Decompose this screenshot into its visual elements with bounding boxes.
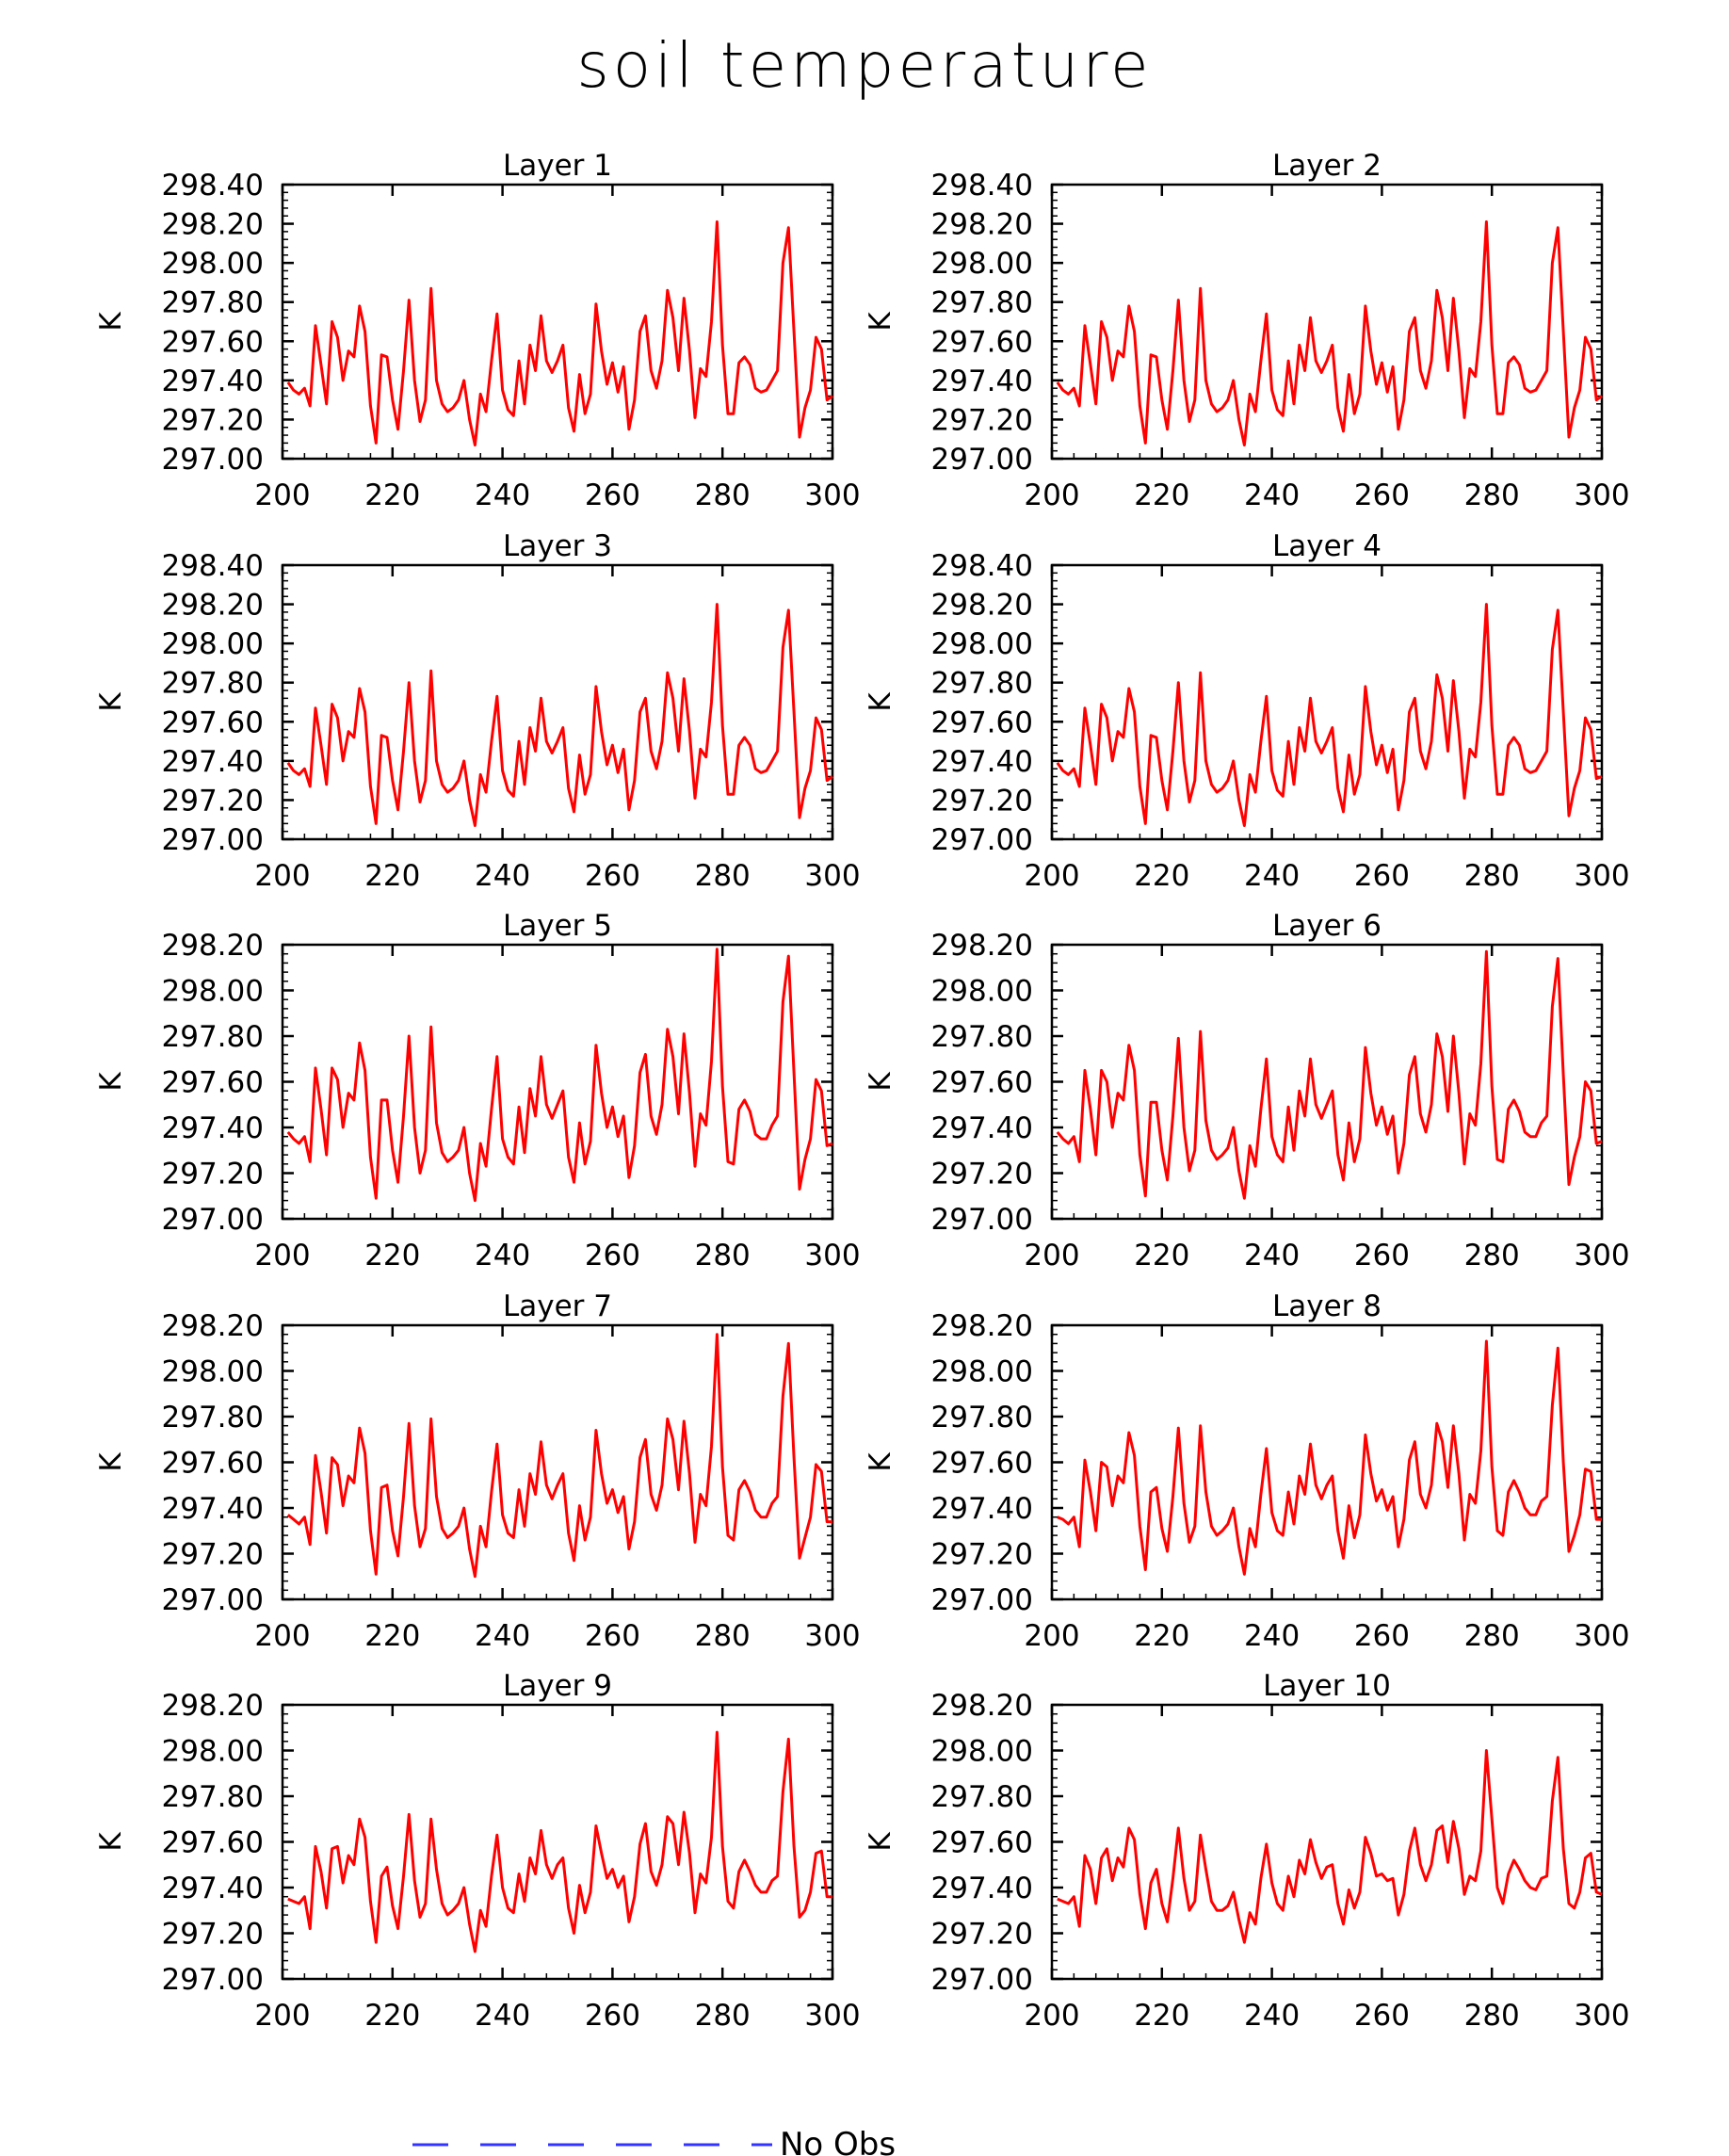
- y-axis-label: K: [864, 692, 897, 712]
- x-tick-label: 280: [694, 1999, 751, 2033]
- y-tick-label: 298.00: [930, 627, 1033, 662]
- y-tick-label: 297.80: [161, 666, 264, 701]
- x-tick-label: 220: [1134, 478, 1190, 512]
- y-tick-label: 298.00: [930, 1734, 1033, 1769]
- x-tick-label: 260: [1353, 478, 1410, 512]
- y-tick-label: 297.40: [161, 364, 264, 398]
- y-tick-label: 298.00: [930, 247, 1033, 282]
- x-tick-label: 300: [804, 1999, 861, 2033]
- x-tick-label: 280: [694, 1239, 751, 1273]
- y-axis-label: K: [94, 1452, 128, 1472]
- y-tick-label: 297.20: [930, 403, 1033, 438]
- x-tick-label: 260: [1353, 1239, 1410, 1273]
- y-tick-label: 297.80: [930, 1780, 1033, 1814]
- y-tick-label: 297.60: [930, 705, 1033, 740]
- y-tick-label: 297.00: [930, 823, 1033, 857]
- y-tick-label: 298.00: [161, 627, 264, 662]
- y-tick-label: 297.00: [930, 1583, 1033, 1617]
- x-tick-label: 300: [804, 1619, 861, 1653]
- y-tick-label: 298.40: [930, 169, 1033, 203]
- y-axis-label: K: [864, 1072, 897, 1092]
- x-tick-label: 300: [1574, 1619, 1630, 1653]
- y-tick-label: 297.20: [161, 403, 264, 438]
- y-tick-label: 297.60: [930, 1065, 1033, 1100]
- y-tick-label: 298.20: [930, 929, 1033, 963]
- x-tick-label: 300: [804, 478, 861, 512]
- y-tick-label: 298.00: [161, 1354, 264, 1389]
- x-tick-label: 300: [1574, 1239, 1630, 1273]
- y-tick-label: 297.40: [161, 1111, 264, 1145]
- y-tick-label: 297.40: [930, 1492, 1033, 1526]
- y-tick-label: 297.60: [930, 325, 1033, 360]
- y-axis-label: K: [94, 1832, 128, 1852]
- y-tick-label: 297.20: [930, 1917, 1033, 1952]
- x-tick-label: 200: [254, 859, 311, 893]
- x-tick-label: 240: [1244, 1619, 1301, 1653]
- panel-title: Layer 3: [502, 529, 613, 563]
- y-tick-label: 297.40: [930, 744, 1033, 779]
- x-tick-label: 300: [804, 859, 861, 893]
- x-tick-label: 280: [1463, 478, 1520, 512]
- y-tick-label: 298.20: [930, 588, 1033, 623]
- x-tick-label: 200: [254, 1239, 311, 1273]
- y-tick-label: 298.00: [930, 974, 1033, 1009]
- x-tick-label: 300: [804, 1239, 861, 1273]
- y-tick-label: 297.40: [161, 744, 264, 779]
- y-tick-label: 297.00: [161, 1963, 264, 1997]
- x-tick-label: 240: [475, 1999, 531, 2033]
- x-tick-label: 280: [1463, 1239, 1520, 1273]
- x-tick-label: 220: [1134, 1619, 1190, 1653]
- y-tick-label: 297.20: [161, 784, 264, 819]
- panel-title: Layer 7: [502, 1289, 613, 1323]
- y-tick-label: 297.60: [161, 1065, 264, 1100]
- y-tick-label: 297.80: [161, 1780, 264, 1814]
- y-axis-label: K: [864, 312, 897, 332]
- y-tick-label: 297.80: [161, 285, 264, 320]
- x-tick-label: 220: [1134, 859, 1190, 893]
- y-tick-label: 297.20: [930, 1537, 1033, 1572]
- panel-title: Layer 8: [1271, 1289, 1382, 1323]
- y-tick-label: 297.00: [161, 823, 264, 857]
- y-tick-label: 297.40: [930, 364, 1033, 398]
- y-tick-label: 297.40: [930, 1111, 1033, 1145]
- y-tick-label: 298.20: [930, 1309, 1033, 1343]
- y-tick-label: 297.00: [930, 443, 1033, 477]
- x-tick-label: 220: [364, 859, 421, 893]
- x-tick-label: 200: [1024, 1999, 1080, 2033]
- panel-title: Layer 4: [1271, 529, 1382, 563]
- x-tick-label: 220: [364, 1239, 421, 1273]
- y-tick-label: 298.40: [930, 549, 1033, 583]
- y-tick-label: 297.80: [161, 1020, 264, 1054]
- panel-title: Layer 9: [502, 1669, 613, 1703]
- legend-no-obs-label: No Obs: [780, 2126, 897, 2156]
- y-tick-label: 297.80: [930, 1401, 1033, 1435]
- y-tick-label: 297.40: [161, 1492, 264, 1526]
- x-tick-label: 260: [584, 478, 640, 512]
- y-tick-label: 298.00: [161, 974, 264, 1009]
- y-axis-label: K: [864, 1832, 897, 1852]
- y-axis-label: K: [94, 692, 128, 712]
- y-tick-label: 298.00: [930, 1354, 1033, 1389]
- y-tick-label: 297.60: [161, 705, 264, 740]
- x-tick-label: 280: [1463, 1619, 1520, 1653]
- x-tick-label: 220: [1134, 1239, 1190, 1273]
- y-tick-label: 297.20: [930, 784, 1033, 819]
- x-tick-label: 280: [1463, 1999, 1520, 2033]
- y-tick-label: 297.00: [161, 443, 264, 477]
- y-tick-label: 297.20: [161, 1917, 264, 1952]
- x-tick-label: 260: [584, 859, 640, 893]
- y-tick-label: 297.20: [161, 1537, 264, 1572]
- x-tick-label: 240: [1244, 478, 1301, 512]
- y-tick-label: 297.20: [161, 1157, 264, 1191]
- x-tick-label: 260: [584, 1999, 640, 2033]
- y-tick-label: 298.20: [930, 1689, 1033, 1723]
- x-tick-label: 240: [475, 1619, 531, 1653]
- y-tick-label: 297.40: [161, 1872, 264, 1905]
- y-tick-label: 298.40: [161, 169, 264, 203]
- figure-title: soil temperature: [576, 29, 1153, 102]
- y-tick-label: 298.20: [161, 929, 264, 963]
- x-tick-label: 200: [254, 1999, 311, 2033]
- x-tick-label: 220: [364, 1999, 421, 2033]
- y-tick-label: 297.80: [930, 1020, 1033, 1054]
- x-tick-label: 200: [254, 1619, 311, 1653]
- y-tick-label: 297.60: [161, 1446, 264, 1481]
- y-tick-label: 298.20: [930, 207, 1033, 242]
- x-tick-label: 260: [1353, 859, 1410, 893]
- y-tick-label: 297.00: [161, 1583, 264, 1617]
- y-axis-label: K: [94, 1072, 128, 1092]
- y-tick-label: 298.20: [161, 207, 264, 242]
- x-tick-label: 260: [584, 1239, 640, 1273]
- x-tick-label: 220: [364, 1619, 421, 1653]
- panel-title: Layer 2: [1271, 149, 1382, 183]
- y-tick-label: 297.40: [930, 1872, 1033, 1905]
- y-tick-label: 298.20: [161, 1689, 264, 1723]
- y-axis-label: K: [864, 1452, 897, 1472]
- panel-title: Layer 1: [502, 149, 613, 183]
- y-tick-label: 298.00: [161, 1734, 264, 1769]
- x-tick-label: 200: [1024, 1239, 1080, 1273]
- x-tick-label: 200: [254, 478, 311, 512]
- y-tick-label: 298.20: [161, 1309, 264, 1343]
- x-tick-label: 300: [1574, 478, 1630, 512]
- x-tick-label: 280: [694, 859, 751, 893]
- x-tick-label: 240: [475, 478, 531, 512]
- x-tick-label: 280: [694, 478, 751, 512]
- panel-title: Layer 10: [1263, 1669, 1391, 1703]
- x-tick-label: 260: [1353, 1999, 1410, 2033]
- x-tick-label: 200: [1024, 478, 1080, 512]
- y-tick-label: 297.60: [930, 1446, 1033, 1481]
- y-tick-label: 297.80: [930, 666, 1033, 701]
- x-tick-label: 280: [694, 1619, 751, 1653]
- y-tick-label: 297.00: [161, 1203, 264, 1237]
- y-tick-label: 297.60: [161, 1825, 264, 1860]
- x-tick-label: 240: [1244, 1999, 1301, 2033]
- x-tick-label: 260: [1353, 1619, 1410, 1653]
- y-tick-label: 297.80: [161, 1401, 264, 1435]
- x-tick-label: 300: [1574, 1999, 1630, 2033]
- panel-title: Layer 5: [502, 909, 613, 943]
- x-tick-label: 220: [364, 478, 421, 512]
- x-tick-label: 240: [475, 859, 531, 893]
- x-tick-label: 240: [475, 1239, 531, 1273]
- y-tick-label: 297.60: [930, 1825, 1033, 1860]
- y-tick-label: 297.80: [930, 285, 1033, 320]
- x-tick-label: 260: [584, 1619, 640, 1653]
- y-tick-label: 298.40: [161, 549, 264, 583]
- y-tick-label: 298.20: [161, 588, 264, 623]
- y-tick-label: 297.60: [161, 325, 264, 360]
- y-tick-label: 298.00: [161, 247, 264, 282]
- y-tick-label: 297.20: [930, 1157, 1033, 1191]
- y-tick-label: 297.00: [930, 1963, 1033, 1997]
- y-axis-label: K: [94, 312, 128, 332]
- panel-title: Layer 6: [1271, 909, 1382, 943]
- x-tick-label: 200: [1024, 1619, 1080, 1653]
- x-tick-label: 220: [1134, 1999, 1190, 2033]
- y-tick-label: 297.00: [930, 1203, 1033, 1237]
- x-tick-label: 240: [1244, 1239, 1301, 1273]
- x-tick-label: 300: [1574, 859, 1630, 893]
- x-tick-label: 280: [1463, 859, 1520, 893]
- x-tick-label: 240: [1244, 859, 1301, 893]
- x-tick-label: 200: [1024, 859, 1080, 893]
